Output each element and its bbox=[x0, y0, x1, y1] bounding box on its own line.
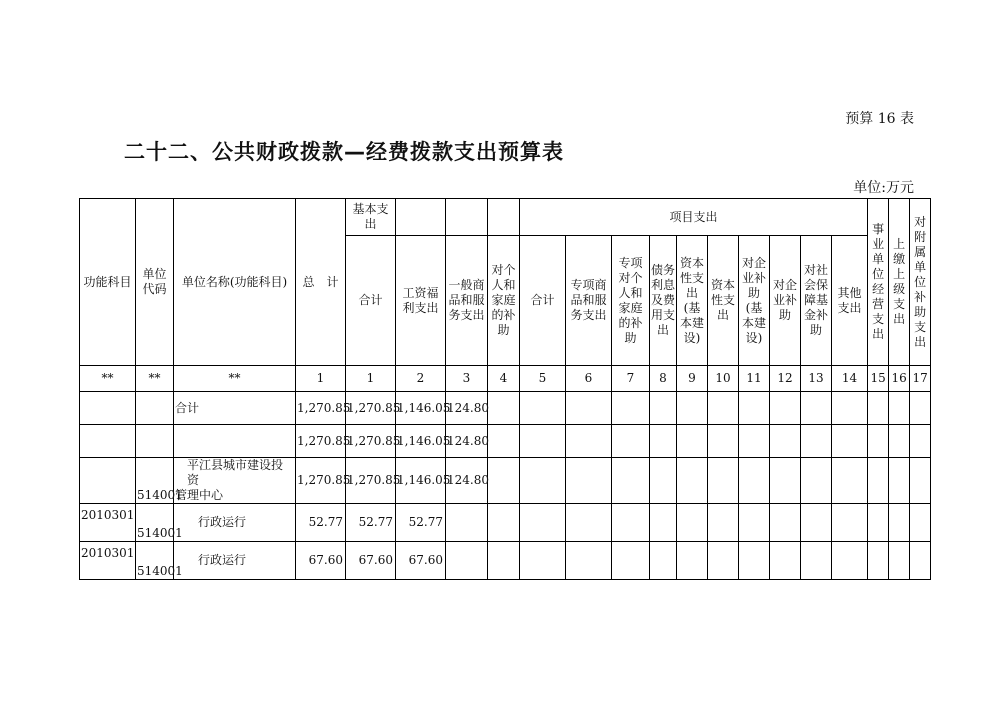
header-empty-cell bbox=[396, 199, 446, 236]
header-unit-code: 单位代码 bbox=[136, 199, 174, 366]
empty-cell bbox=[488, 425, 520, 458]
header-basic-group: 基本支出 bbox=[346, 199, 396, 236]
empty-cell bbox=[868, 542, 889, 580]
func-cell: 2010301 bbox=[80, 542, 136, 580]
code-cell: 514001 bbox=[136, 458, 174, 504]
total-cell: 1,270.85 bbox=[296, 425, 346, 458]
header-total: 总 计 bbox=[296, 199, 346, 366]
empty-cell bbox=[677, 392, 708, 425]
header-social: 对社会保障基金补助 bbox=[801, 236, 832, 366]
total-cell: 1,270.85 bbox=[296, 458, 346, 504]
header-personal: 对个人和家庭的补助 bbox=[488, 236, 520, 366]
empty-cell bbox=[739, 392, 770, 425]
empty-cell bbox=[739, 504, 770, 542]
empty-cell bbox=[770, 425, 801, 458]
name-cell bbox=[174, 458, 296, 504]
empty-cell bbox=[566, 504, 612, 542]
index-cell: 17 bbox=[910, 366, 931, 392]
empty-cell bbox=[520, 542, 566, 580]
empty-cell bbox=[520, 504, 566, 542]
basic-cell: 1,270.85 bbox=[346, 425, 396, 458]
index-cell: 4 bbox=[488, 366, 520, 392]
header-empty-cell bbox=[446, 199, 488, 236]
index-cell: ** bbox=[80, 366, 136, 392]
empty-cell bbox=[868, 425, 889, 458]
empty-cell bbox=[488, 542, 520, 580]
empty-cell bbox=[910, 542, 931, 580]
empty-cell bbox=[832, 425, 868, 458]
basic-cell: 67.60 bbox=[346, 542, 396, 580]
empty-cell bbox=[708, 458, 739, 504]
empty-cell bbox=[832, 504, 868, 542]
code-cell: 514001 bbox=[136, 504, 174, 542]
empty-cell bbox=[520, 392, 566, 425]
index-cell: 14 bbox=[832, 366, 868, 392]
empty-cell bbox=[739, 458, 770, 504]
total-cell: 67.60 bbox=[296, 542, 346, 580]
empty-cell bbox=[770, 504, 801, 542]
index-cell: 12 bbox=[770, 366, 801, 392]
index-cell: 11 bbox=[739, 366, 770, 392]
wages-cell: 67.60 bbox=[396, 542, 446, 580]
unit-label: 单位:万元 bbox=[853, 180, 914, 196]
index-cell: 5 bbox=[520, 366, 566, 392]
empty-cell bbox=[889, 392, 910, 425]
empty-cell bbox=[650, 392, 677, 425]
header-enterprise-basic: 对企业补助(基本建设) bbox=[739, 236, 770, 366]
total-cell: 52.77 bbox=[296, 504, 346, 542]
empty-cell bbox=[612, 425, 650, 458]
table-number: 预算 16 表 bbox=[845, 111, 914, 127]
goods-cell bbox=[446, 504, 488, 542]
index-cell: 6 bbox=[566, 366, 612, 392]
empty-cell bbox=[910, 458, 931, 504]
empty-cell bbox=[708, 504, 739, 542]
table-row bbox=[80, 425, 931, 458]
empty-cell bbox=[488, 392, 520, 425]
code-cell: 514001 bbox=[136, 542, 174, 580]
empty-cell bbox=[739, 542, 770, 580]
empty-cell bbox=[677, 504, 708, 542]
index-cell: 16 bbox=[889, 366, 910, 392]
empty-cell bbox=[832, 392, 868, 425]
empty-cell bbox=[801, 458, 832, 504]
basic-cell: 1,270.85 bbox=[346, 392, 396, 425]
empty-cell bbox=[677, 458, 708, 504]
empty-cell bbox=[612, 504, 650, 542]
header-proj-personal: 专项对个人和家庭的补助 bbox=[612, 236, 650, 366]
header-empty-cell bbox=[488, 199, 520, 236]
empty-cell bbox=[708, 542, 739, 580]
func-cell bbox=[80, 458, 136, 504]
budget-table bbox=[79, 198, 931, 580]
empty-cell bbox=[677, 425, 708, 458]
empty-cell bbox=[770, 542, 801, 580]
header-func-subject: 功能科目 bbox=[80, 199, 136, 366]
empty-cell bbox=[488, 504, 520, 542]
empty-cell bbox=[566, 458, 612, 504]
table-row bbox=[80, 504, 931, 542]
func-cell bbox=[80, 392, 136, 425]
empty-cell bbox=[650, 425, 677, 458]
name-cell: 行政运行 bbox=[174, 504, 296, 542]
empty-cell bbox=[910, 425, 931, 458]
goods-cell: 124.80 bbox=[446, 458, 488, 504]
basic-cell: 52.77 bbox=[346, 504, 396, 542]
empty-cell bbox=[770, 458, 801, 504]
index-cell: 10 bbox=[708, 366, 739, 392]
header-proj-goods: 专项商品和服务支出 bbox=[566, 236, 612, 366]
empty-cell bbox=[708, 392, 739, 425]
index-cell: 3 bbox=[446, 366, 488, 392]
empty-cell bbox=[566, 392, 612, 425]
empty-cell bbox=[801, 392, 832, 425]
name-cell: 合计 bbox=[174, 392, 296, 425]
table-row bbox=[80, 458, 931, 504]
table-row bbox=[80, 392, 931, 425]
empty-cell bbox=[868, 392, 889, 425]
empty-cell bbox=[566, 542, 612, 580]
empty-cell bbox=[612, 458, 650, 504]
total-cell: 1,270.85 bbox=[296, 392, 346, 425]
index-cell: 1 bbox=[346, 366, 396, 392]
empty-cell bbox=[801, 542, 832, 580]
wages-cell: 1,146.05 bbox=[396, 425, 446, 458]
empty-cell bbox=[868, 458, 889, 504]
index-cell: 13 bbox=[801, 366, 832, 392]
page-title: 二十二、公共财政拨款—经费拨款支出预算表 bbox=[124, 140, 564, 164]
empty-cell bbox=[910, 504, 931, 542]
wages-cell: 52.77 bbox=[396, 504, 446, 542]
index-cell: 1 bbox=[296, 366, 346, 392]
empty-cell bbox=[566, 425, 612, 458]
empty-cell bbox=[650, 504, 677, 542]
name-cell bbox=[174, 425, 296, 458]
index-cell: 8 bbox=[650, 366, 677, 392]
empty-cell bbox=[708, 425, 739, 458]
func-cell: 2010301 bbox=[80, 504, 136, 542]
empty-cell bbox=[889, 504, 910, 542]
empty-cell bbox=[488, 458, 520, 504]
code-cell bbox=[136, 392, 174, 425]
index-cell: 9 bbox=[677, 366, 708, 392]
empty-cell bbox=[832, 542, 868, 580]
empty-cell bbox=[770, 392, 801, 425]
empty-cell bbox=[889, 425, 910, 458]
empty-cell bbox=[520, 425, 566, 458]
empty-cell bbox=[612, 392, 650, 425]
header-project-group: 项目支出 bbox=[520, 199, 868, 236]
empty-cell bbox=[889, 542, 910, 580]
index-cell: ** bbox=[174, 366, 296, 392]
unit-name-line2: 管理中心 bbox=[175, 488, 224, 502]
wages-cell: 1,146.05 bbox=[396, 458, 446, 504]
empty-cell bbox=[650, 458, 677, 504]
index-cell: ** bbox=[136, 366, 174, 392]
header-goods: 一般商品和服务支出 bbox=[446, 236, 488, 366]
goods-cell: 124.80 bbox=[446, 425, 488, 458]
code-cell bbox=[136, 425, 174, 458]
empty-cell bbox=[677, 542, 708, 580]
header-upper: 上缴上级支出 bbox=[889, 199, 910, 366]
index-cell: 2 bbox=[396, 366, 446, 392]
index-cell: 7 bbox=[612, 366, 650, 392]
goods-cell bbox=[446, 542, 488, 580]
header-affiliated: 对附属单位补助支出 bbox=[910, 199, 931, 366]
header-capital: 资本性支出 bbox=[708, 236, 739, 366]
header-enterprise: 对企业补助 bbox=[770, 236, 801, 366]
header-debt: 债务利息及费用支出 bbox=[650, 236, 677, 366]
empty-cell bbox=[520, 458, 566, 504]
empty-cell bbox=[612, 542, 650, 580]
header-capital-basic: 资本性支出(基本建设) bbox=[677, 236, 708, 366]
header-wages: 工资福利支出 bbox=[396, 236, 446, 366]
func-cell bbox=[80, 425, 136, 458]
header-basic-total: 合计 bbox=[346, 236, 396, 366]
empty-cell bbox=[801, 504, 832, 542]
header-business: 事业单位经营支出 bbox=[868, 199, 889, 366]
empty-cell bbox=[889, 458, 910, 504]
index-cell: 15 bbox=[868, 366, 889, 392]
header-unit-name: 单位名称(功能科目) bbox=[174, 199, 296, 366]
goods-cell: 124.80 bbox=[446, 392, 488, 425]
empty-cell bbox=[739, 425, 770, 458]
unit-name-line1: 平江县城市建设投资 bbox=[187, 458, 284, 487]
basic-cell: 1,270.85 bbox=[346, 458, 396, 504]
name-cell: 行政运行 bbox=[174, 542, 296, 580]
empty-cell bbox=[650, 542, 677, 580]
empty-cell bbox=[868, 504, 889, 542]
empty-cell bbox=[801, 425, 832, 458]
header-other: 其他支出 bbox=[832, 236, 868, 366]
table-row bbox=[80, 542, 931, 580]
wages-cell: 1,146.05 bbox=[396, 392, 446, 425]
index-row bbox=[80, 366, 931, 392]
empty-cell bbox=[832, 458, 868, 504]
empty-cell bbox=[910, 392, 931, 425]
header-proj-total: 合计 bbox=[520, 236, 566, 366]
